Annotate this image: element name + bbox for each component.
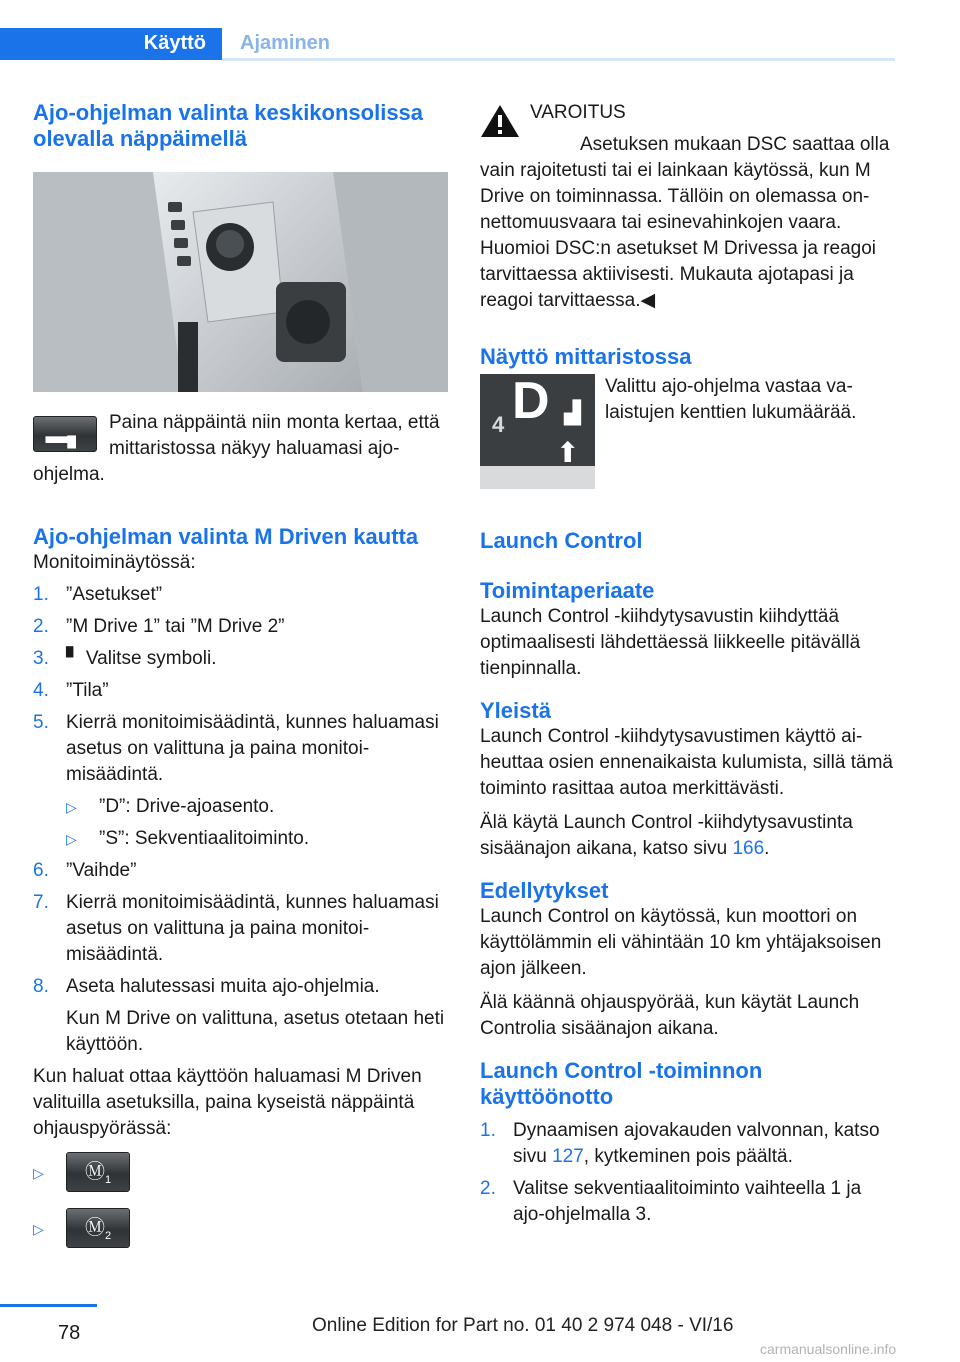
- section-title-launch: Launch Control: [480, 528, 643, 553]
- list-item: 7. Kierrä monitoimisäädintä, kunnes haluamasi asetus on valittuna ja paina monitoimisäädintä.: [33, 892, 439, 965]
- instrument-cluster-display: [480, 374, 595, 489]
- center-console-photo: [33, 172, 448, 392]
- right-column: [480, 100, 895, 1228]
- warning-block: [480, 100, 895, 314]
- left-column: [33, 100, 448, 1248]
- section-title-activation: Launch Control -toiminnon käyttöönotto: [480, 1058, 763, 1109]
- section-title-general: Yleistä: [480, 698, 551, 723]
- console-button-text: Paina näppäintä niin monta kertaa, että mittaristossa näkyy haluamasi ajo-ohjelma.: [33, 412, 440, 485]
- edition-text: Online Edition for Part no. 01 40 2 974 048 - VI/16: [312, 1315, 734, 1336]
- list-item: 6. ”Vaihde”: [33, 860, 137, 881]
- mdrive-intro: Monitoiminäytössä:: [33, 552, 196, 573]
- general-text-2: Älä käytä Launch Control -kiihdytysavustinta sisäänajon aikana, katso sivu 166.: [480, 812, 853, 859]
- page-link-166[interactable]: 166: [732, 838, 765, 859]
- header-tabs: [0, 0, 895, 60]
- list-item: 4. ”Tila”: [33, 680, 109, 701]
- triangle-bullet-icon: ▷: [33, 1165, 44, 1181]
- list-item: 1. Dynaamisen ajovakauden valvonnan, katso sivu 127, kytkeminen pois päältä.: [480, 1120, 880, 1167]
- section-title-display: Näyttö mittaristossa: [480, 344, 692, 369]
- display-block: [480, 374, 895, 498]
- symbol-icon: ▘: [66, 648, 86, 669]
- m1-button-icon: $Ⓜ_1$: [66, 1152, 130, 1192]
- tab-ajaminen[interactable]: Ajaminen: [240, 32, 331, 54]
- mdrive-steps: [33, 582, 448, 1058]
- console-button-instruction: [33, 410, 448, 488]
- list-item: ▷ ”D”: Drive-ajoasento.: [66, 794, 448, 820]
- list-item: 5. Kierrä monitoimisäädintä, kunnes haluamasi asetus on valittuna ja paina monitoimisäädintä. ▷ ”D”: Drive-ajoasento. ▷ ”S”: Sekventiaalitoiminto.: [33, 710, 448, 852]
- activation-steps: [480, 1118, 895, 1228]
- step8-note: Kun M Drive on valittuna, asetus otetaan heti käyttöön.: [66, 1008, 445, 1055]
- drive-mode-button-icon: ▬▖: [33, 416, 97, 452]
- watermark: carmanualsonline.info: [760, 1341, 897, 1357]
- header-divider: [222, 58, 895, 61]
- triangle-bullet-icon: ▷: [33, 1221, 44, 1237]
- page-number: 78: [58, 1322, 81, 1344]
- mdrive-closing: Kun haluat ottaa käyttöön haluamasi M Driven valituilla asetuksilla, paina kyseistä näppäintä ohjauspyörässä:: [33, 1066, 422, 1139]
- display-gear: D: [512, 372, 550, 430]
- list-item: 2. ”M Drive 1” tai ”M Drive 2”: [33, 616, 285, 637]
- section-title-principle: Toimintaperiaate: [480, 578, 655, 603]
- m2-button-icon: $Ⓜ_2$: [66, 1208, 130, 1248]
- tab-kaytto[interactable]: [0, 28, 222, 60]
- requirements-text-1: Launch Control on käytössä, kun moottori on käyttölämmin eli vähintään 10 km yhtäjaksoisen ajon jälkeen.: [480, 906, 882, 979]
- triangle-bullet-icon: ▷: [66, 799, 77, 815]
- list-item: 1. ”Asetukset”: [33, 584, 163, 605]
- warning-triangle-icon: [480, 104, 520, 138]
- sub-list: [66, 794, 448, 852]
- up-arrow-icon: ⬆: [556, 437, 580, 468]
- warning-text: Asetuksen mukaan DSC saattaa olla vain rajoitetusti tai ei lainkaan käytössä, kun M Drive on toiminnassa. Tällöin on olemassa onnettomuusvaara tai esinevahinkojen vaara. Huomioi DSC:n asetukset M Drivessa ja reagoi tarvittaessa aktiivisesti. Mukauta ajotapasi ja reagoi tarvittaessa.◀: [480, 134, 890, 311]
- section-title-console: Ajo-ohjelman valinta keskikonsolissa olevalla näppäimellä: [33, 100, 424, 151]
- list-item: 8. Aseta halutessasi muita ajo-ohjelmia. Kun M Drive on valittuna, asetus otetaan heti käyttöön.: [33, 974, 448, 1058]
- list-item: ▷ ”S”: Sekventiaalitoiminto.: [66, 826, 448, 852]
- page-link-127[interactable]: 127: [552, 1146, 584, 1167]
- drive-mode-bars-icon: ▟: [564, 400, 581, 425]
- triangle-bullet-icon: ▷: [66, 831, 77, 847]
- display-text: Valittu ajo-ohjelma vastaa valaistujen kenttien lukumäärää.: [605, 376, 857, 423]
- section-title-requirements: Edellytykset: [480, 878, 609, 903]
- m1-button-row: [33, 1152, 448, 1192]
- m2-button-row: [33, 1208, 448, 1248]
- list-item: 3. ▘ Valitse symboli.: [33, 648, 217, 669]
- footer-line: [0, 1304, 97, 1307]
- section-title-mdrive: Ajo-ohjelman valinta M Driven kautta: [33, 524, 419, 549]
- list-item: 2. Valitse sekventiaalitoiminto vaihteella 1 ja ajo-ohjelmalla 3.: [480, 1178, 862, 1225]
- general-text-1: Launch Control -kiihdytysavustimen käyttö aiheuttaa osien ennenaikaista kulumista, sillä tämä toiminto rasittaa autoa merkittävästi.: [480, 726, 893, 799]
- requirements-text-2: Älä käännä ohjauspyörää, kun käytät Launch Controlia sisäänajon aikana.: [480, 992, 860, 1039]
- tab-kaytto-label: Käyttö: [143, 32, 206, 54]
- display-number: 4: [492, 412, 505, 437]
- principle-text: Launch Control -kiihdytysavustin kiihdyttää optimaalisesti lähdettäessä liikkeelle pitävällä tienpinnalla.: [480, 606, 861, 679]
- warning-title: VAROITUS: [530, 102, 626, 123]
